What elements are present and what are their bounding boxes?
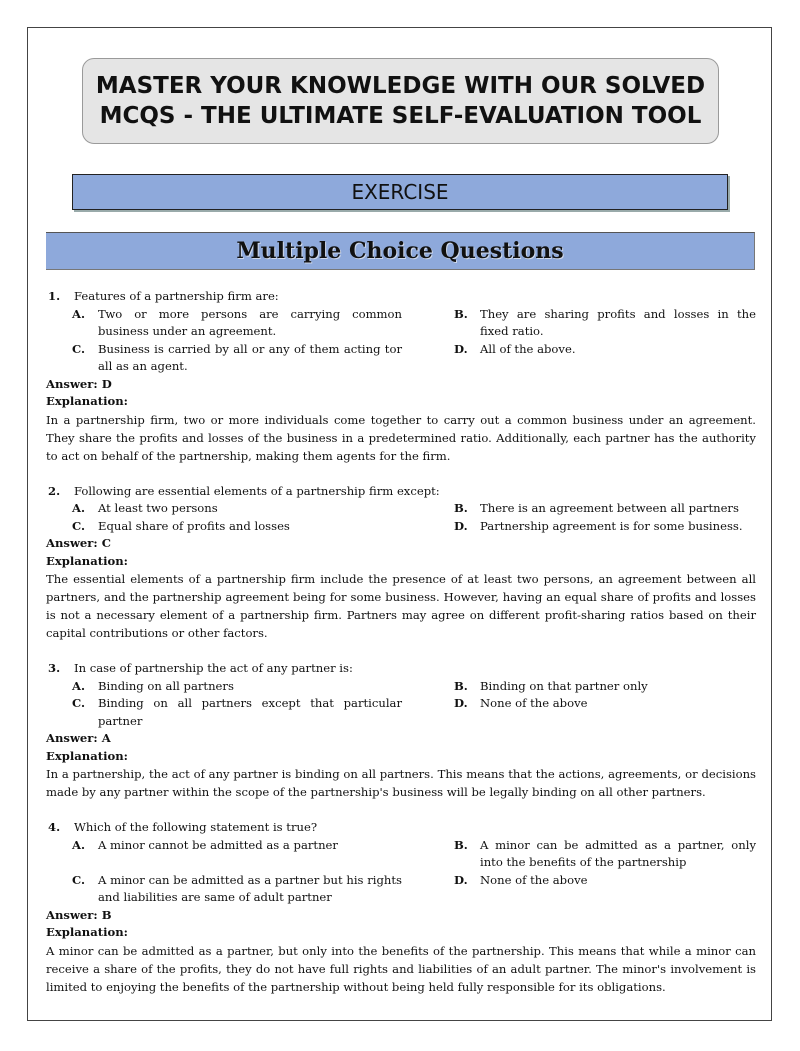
question-stem: Features of a partnership firm are: — [74, 289, 279, 303]
option-b: B. Binding on that partner only — [454, 678, 648, 693]
question-2 — [46, 483, 756, 643]
section-heading: Multiple Choice Questions — [46, 232, 755, 270]
explanation-label: Explanation: — [46, 394, 128, 408]
option-c: C. Binding on all partners except that particular partner — [72, 696, 402, 728]
explanation-text: The essential elements of a partnership firm include the presence of at least two persons, an agreement between all partners, and the partnership agreement being for some business. However, having an equal share of profits and losses is not a necessary element of a partnership firm. Partners may agree on different profit-sharing ratios based on their capital contributions or other factors. — [46, 572, 756, 640]
answer: Answer: D — [46, 376, 112, 391]
answer: Answer: B — [46, 907, 112, 922]
question-number: 1. — [48, 289, 61, 303]
option-d: D. None of the above — [454, 872, 588, 887]
option-c: C. Equal share of profits and losses — [72, 518, 290, 533]
option-a: A. Two or more persons are carrying common business under an agreement. — [72, 306, 402, 338]
explanation-text: In a partnership, the act of any partner is binding on all partners. This means that the actions, agreements, or decisions made by any partner within the scope of the partnership's business will be legally binding on all other partners. — [46, 767, 756, 799]
question-number: 2. — [48, 483, 61, 498]
explanation-text: In a partnership firm, two or more individuals come together to carry out a common business under an agreement. They share the profits and losses of the business in a predetermined ratio. Additionally, each partner has the authority to act on behalf of the partnership, making them agents for the firm. — [46, 412, 756, 463]
option-d: D. All of the above. — [454, 341, 576, 356]
question-stem: Following are essential elements of a partnership firm except: — [74, 483, 440, 498]
question-1 — [46, 288, 756, 465]
explanation-label: Explanation: — [46, 925, 128, 939]
option-b: B. There is an agreement between all partners — [454, 501, 739, 515]
option-d: D. None of the above — [454, 696, 588, 710]
option-c: C. A minor can be admitted as a partner but his rights and liabilities are same of adult partner — [72, 872, 402, 904]
option-a: A. Binding on all partners — [72, 678, 234, 693]
option-b: B. They are sharing profits and losses in the fixed ratio. — [454, 306, 756, 338]
answer: Answer: A — [46, 731, 111, 745]
explanation-label: Explanation: — [46, 553, 128, 568]
explanation-label: Explanation: — [46, 748, 128, 763]
question-4 — [46, 819, 756, 996]
answer: Answer: C — [46, 536, 111, 550]
banner-line-1: MASTER YOUR KNOWLEDGE WITH OUR SOLVED — [95, 73, 706, 99]
option-a: A. At least two persons — [72, 501, 218, 515]
question-stem: Which of the following statement is true? — [74, 820, 318, 834]
question-number: 3. — [48, 661, 61, 675]
option-a: A. A minor cannot be admitted as a partner — [72, 837, 338, 852]
option-c: C. Business is carried by all or any of them acting tor all as an agent. — [72, 341, 402, 373]
explanation-text: A minor can be admitted as a partner, but only into the benefits of the partnership. This means that while a minor can receive a share of the profits, they do not have full rights and liabilities of an adult partner. The minor's involvement is limited to enjoying the benefits of the partnership without being held fully responsible for its obligations. — [46, 943, 756, 994]
title-banner — [82, 58, 719, 144]
option-b: B. A minor can be admitted as a partner, only into the benefits of the partnership — [454, 837, 756, 869]
question-list — [46, 288, 756, 1014]
question-number: 4. — [48, 820, 61, 834]
option-d: D. Partnership agreement is for some business. — [454, 518, 743, 533]
exercise-heading: EXERCISE — [72, 174, 728, 210]
question-stem: In case of partnership the act of any partner is: — [74, 661, 353, 675]
banner-line-2: MCQS - THE ULTIMATE SELF-EVALUATION TOOL — [99, 103, 702, 129]
question-3 — [46, 660, 756, 801]
